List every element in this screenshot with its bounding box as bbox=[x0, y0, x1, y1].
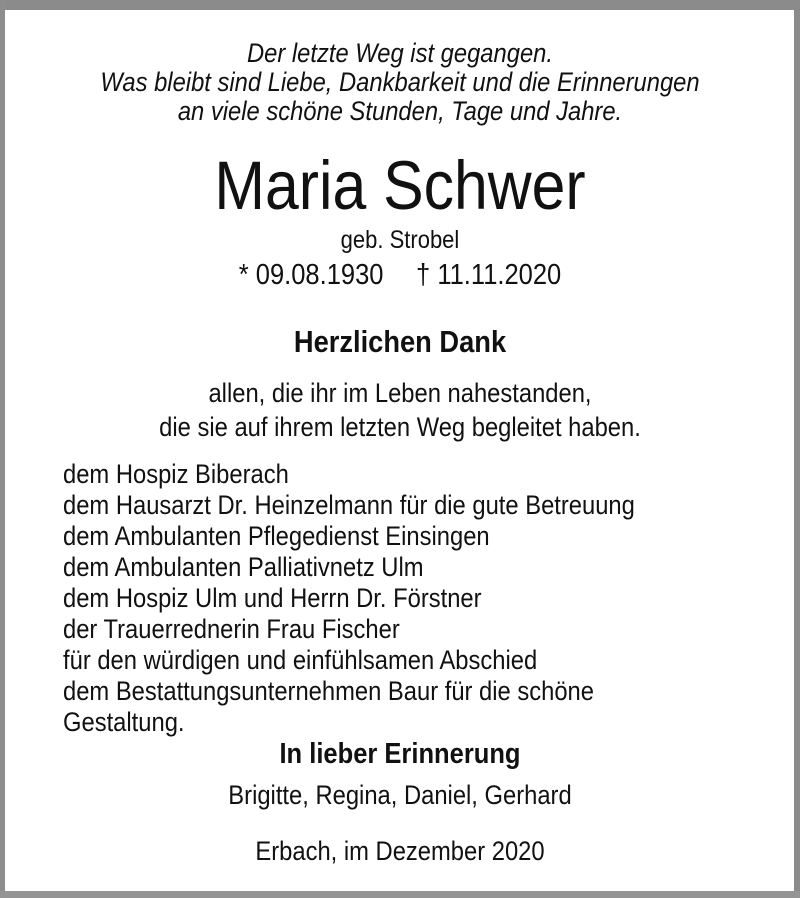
place-date-block bbox=[0, 836, 800, 866]
maiden-name: geb. Strobel bbox=[340, 226, 460, 254]
closing-heading: In lieber Erinnerung bbox=[279, 738, 521, 770]
thanks-list-item: für den würdigen und einfühlsamen Abschied bbox=[63, 645, 538, 675]
thanks-list-item: dem Ambulanten Pflegedienst Einsingen bbox=[63, 521, 490, 551]
epigraph bbox=[0, 39, 800, 126]
thanks-list-item: dem Hospiz Biberach bbox=[63, 459, 289, 489]
epigraph-line-3: an viele schöne Stunden, Tage und Jahre. bbox=[177, 96, 623, 126]
thanks-list-item: der Trauerrednerin Frau Fischer bbox=[63, 614, 400, 644]
thanks-intro-line-2: die sie auf ihrem letzten Weg begleitet haben. bbox=[159, 412, 641, 442]
scan-border-bottom bbox=[0, 891, 800, 898]
place-date: Erbach, im Dezember 2020 bbox=[255, 836, 545, 866]
thanks-list bbox=[63, 459, 800, 738]
thanks-list-item: dem Bestattungsunternehmen Baur für die schöne Gestaltung. bbox=[63, 676, 594, 737]
birth-date: * 09.08.1930 bbox=[238, 259, 384, 291]
thanks-intro bbox=[0, 376, 800, 444]
family-names-block bbox=[0, 780, 800, 810]
closing-heading-block bbox=[0, 738, 800, 770]
maiden-name-block bbox=[0, 226, 800, 254]
thanks-list-item: dem Ambulanten Palliativnetz Ulm bbox=[63, 552, 424, 582]
epigraph-line-1: Der letzte Weg ist gegangen. bbox=[247, 38, 553, 68]
thanks-list-item: dem Hausarzt Dr. Heinzelmann für die gute Betreuung bbox=[63, 490, 635, 520]
thanks-heading: Herzlichen Dank bbox=[293, 324, 507, 359]
deceased-name: Maria Schwer bbox=[214, 147, 586, 224]
deceased-name-block bbox=[0, 147, 800, 224]
epigraph-line-2: Was bleibt sind Liebe, Dankbarkeit und die Erinnerungen bbox=[100, 67, 700, 97]
thanks-heading-block bbox=[0, 325, 800, 359]
life-dates bbox=[0, 259, 800, 291]
scan-border-top bbox=[0, 0, 800, 10]
family-names: Brigitte, Regina, Daniel, Gerhard bbox=[228, 780, 572, 810]
thanks-intro-line-1: allen, die ihr im Leben nahestanden, bbox=[208, 378, 592, 408]
life-dates-line bbox=[48, 259, 752, 291]
death-date: † 11.11.2020 bbox=[416, 259, 562, 291]
thanks-list-item: dem Hospiz Ulm und Herrn Dr. Förstner bbox=[63, 583, 482, 613]
